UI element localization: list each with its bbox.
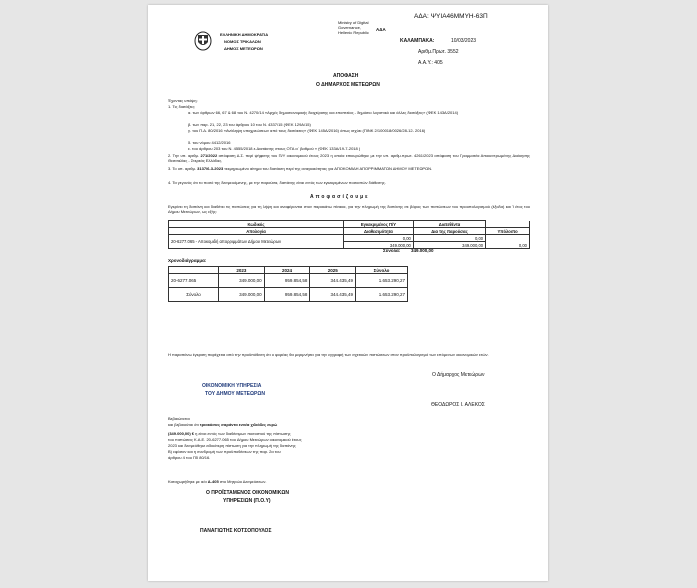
schedule-header: 2023 — [219, 267, 265, 274]
budget-total-label: Σύνολα: — [383, 248, 401, 253]
item-1a: α. των άρθρων 66, 67 & 68 του Ν. 4270/14 «Αρχές δημοσιονομικής διαχείρισης και εποπτείας - δημόσιο λογιστικό και άλλες διατάξεις» (ΦΕΚ 143Α/2014) — [188, 110, 459, 115]
location-label: ΚΑΛΑΜΠΑΚΑ: — [400, 38, 435, 44]
ada-small: ΑΔΑ — [376, 27, 386, 32]
budget-header-code: Κωδικός — [169, 221, 344, 228]
document-page — [148, 5, 548, 581]
cert-line-2: (349.000,00) € η είναι εντός των διαθέσιμων ποσοστού της πίστωσης — [168, 431, 291, 436]
budget-sub-0: Απολογία — [169, 228, 344, 235]
budget-row-code: 20-6277.065 - Αποκομιδή απορριμμάτων Δήμου Μετεώρων — [169, 235, 344, 249]
budget-sub-1: Διαθεσιμότητα — [344, 228, 414, 235]
budget-cell: 349.000,00 — [413, 242, 485, 249]
budget-header-approved: Εγκεκριμένος Π/Υ — [344, 221, 414, 228]
item-4: 4. Τα γεγονός ότι το ποσό της δεσμευόμενης, με την παρούσα, δαπάνης είναι εντός των εγκεκριμένων ποσοστών διάθεσης. — [168, 180, 386, 185]
mayor-signature-label: Ο Δήμαρχος Μετεώρων — [432, 372, 485, 378]
budget-header-blank — [486, 221, 530, 228]
schedule-cell: Σύνολο — [169, 288, 219, 302]
ada-code: ΑΔΑ: ΨΥΙΑ46ΜΜΥΗ-63Π — [414, 13, 488, 20]
cert-line-6: άρθρου 4 του Πδ 80/16. — [168, 455, 211, 460]
schedule-header: 2024 — [264, 267, 310, 274]
schedule-cell: 1.653.290,27 — [356, 274, 408, 288]
head-finance-line2: ΥΠΗΡΕΣΙΩΝ (Π.Ο.Υ) — [223, 498, 271, 504]
cert-line-1: και βεβαιούται ότι τριακόσιες σαράντα εννέα χιλιάδες ευρώ — [168, 422, 278, 427]
having-regard: Έχοντας υπόψη: — [168, 98, 198, 103]
greek-emblem-icon — [194, 31, 212, 51]
head-finance-line1: Ο ΠΡΟΪΣΤΑΜΕΝΟΣ ΟΙΚΟΝΟΜΙΚΩΝ — [206, 490, 290, 496]
budget-sub-3: Υπόλοιπο — [486, 228, 530, 235]
item-1d: δ. του νόμου 4412/2016 — [188, 140, 231, 145]
schedule-cell: 959.854,58 — [264, 288, 310, 302]
mayor-name: ΘΕΟΔΩΡΟΣ Ι. ΑΛΕΚΟΣ — [431, 402, 485, 408]
schedule-header: 2025 — [310, 267, 356, 274]
cert-line-5: Β) εφόσον και η συνδρομή των προϋποθέσεων της παρ. 2α του — [168, 449, 281, 454]
municipality-label: ΔΗΜΟΣ ΜΕΤΕΩΡΩΝ — [224, 46, 263, 51]
cert-line-4: 2023 και δεσμεύθηκε ειδικότερη πίστωση για την πληρωμή της δαπάνης — [168, 443, 296, 448]
item-1: 1. Τις διατάξεις: — [168, 104, 196, 109]
budget-sub-2: Δια της παρούσας — [413, 228, 485, 235]
schedule-header: Σύνολο — [356, 267, 408, 274]
schedule-cell: 1.653.290,27 — [356, 288, 408, 302]
item-1c: γ. του Π.Δ. 80/2016 «Ανάληψη υποχρεώσεων από τους διατάκτες» (ΦΕΚ 145Α/2016) όπως ισχύει (ΠΙΝΚ 2/100018/0026/28-12- 2016) — [188, 128, 426, 133]
cert-label: Βεβαιώνεται — [168, 416, 190, 421]
ministry-line3: Hellenic Republic — [338, 30, 369, 35]
item-3: 3. Το υπ. αριθμ. 3137/6-3-2023 τεκμηριωμένο αίτημα του διατάκτη περί της αναγκαιότητας για ΑΠΟΚΟΜΙΔΗ ΑΠΟΡΡΙΜΜΑΤΩΝ ΔΗΜΟΥ ΜΕΤΕΩΡΩΝ. — [168, 166, 433, 171]
ministry-line1: Ministry of Digital — [338, 20, 369, 25]
schedule-cell: 959.854,58 — [264, 274, 310, 288]
mayor-title: Ο ΔΗΜΑΡΧΟΣ ΜΕΤΕΩΡΩΝ — [316, 82, 380, 88]
cert-line-3: του πιστώσεις Κ.Α.Ε. 20-6277.065 του Δήμου Μετεώρων οικονομικού έτους — [168, 437, 302, 442]
table-row — [169, 274, 408, 288]
budget-total-value: 349.000,00 — [411, 248, 434, 253]
budget-cell: 0,00 — [486, 235, 530, 249]
decides-text: Εγκρίνει τη δαπάνη και διαθέτει τις πιστώσεις για τη λήψη και αναφέρονται στον παρακάτω πίνακα, για την πληρωμή της δαπάνης σε βάρος των πιστώσεων του προυπολογισμού (έξοδα) και Ί έτος του Δήμου Μετεώρων, ως εξής: — [168, 204, 530, 214]
schedule-label: Χρονοδιάγραμμα: — [168, 258, 207, 263]
budget-cell: 0,00 — [344, 235, 414, 242]
schedule-table — [168, 266, 408, 302]
budget-header-allocated: Διατεθέντα — [413, 221, 485, 228]
aay-number: Α.Α.Υ.: 405 — [418, 60, 443, 66]
item-1b: β. των παρ. 21, 22, 23 του άρθρου 10 του Ν. 4337/15 (ΦΕΚ 129Α/15) — [188, 122, 311, 127]
document-date: 10/03/2023 — [451, 38, 477, 44]
item-1e: ε. του άρθρου 203 του Ν. 4555/2018 ε.Διατάκτης στους ΟΤΑ α΄ βαθμού » (ΦΕΚ 133Α/19-7-2018 ) — [188, 146, 361, 151]
schedule-cell: 20-6277.065 — [169, 274, 219, 288]
schedule-cell: 349.000,00 — [219, 274, 265, 288]
item-2: 2. Την υπ. αριθμ. 271/2022 απόφαση Δ.Σ. περί ψήφισης του Π/Υ οικονομικού έτους 2023 η οποία επικυρώθηκε με την υπ. αριθμ.πρωτ. 4261/2023 απόφαση του Γραμματέα Αποκεντρωμένης Διοίκησης Θεσσαλίας - Στερεάς Ελλάδας. — [168, 153, 530, 163]
remark-text: Η παραπάνω έγκριση παρέχεται από την προϋπόθεση ότι ο φορέας θα μεριμνήσει για την εγγραφή των σχετικών πιστώσεων στον προϋπολογισμό των επόμενων οικονομικών ετών. — [168, 352, 489, 357]
ministry-line2: Governance, — [338, 25, 361, 30]
head-finance-name: ΠΑΝΑΓΙΩΤΗΣ ΚΟΤΣΟΠΟΥΛΟΣ — [200, 528, 272, 534]
prefecture-label: ΝΟΜΟΣ ΤΡΙΚΑΛΩΝ — [224, 39, 261, 44]
schedule-header — [169, 267, 219, 274]
table-row — [169, 235, 530, 242]
decides-heading: Α π ο φ α σ ί ζ ο υ μ ε — [310, 194, 368, 200]
schedule-cell: 344.435,49 — [310, 288, 356, 302]
schedule-cell: 349.000,00 — [219, 288, 265, 302]
budget-table — [168, 220, 530, 249]
registration-line: Καταχωρήθηκε με α/α Α-405 στο Μητρώο Δεσμεύσεων. — [168, 479, 267, 484]
finance-dept-line2: ΤΟΥ ΔΗΜΟΥ ΜΕΤΕΩΡΩΝ — [205, 391, 265, 397]
republic-label: ΕΛΛΗΝΙΚΗ ΔΗΜΟΚΡΑΤΙΑ — [220, 32, 269, 37]
protocol-number: Αριθμ.Πρωτ. 3552 — [418, 49, 459, 55]
budget-cell: 349.000,00 — [344, 242, 414, 249]
budget-cell: 0,00 — [413, 235, 485, 242]
decision-title: ΑΠΟΦΑΣΗ — [333, 73, 359, 79]
finance-dept-line1: ΟΙΚΟΝΟΜΙΚΗ ΥΠΗΡΕΣΙΑ — [202, 383, 262, 389]
schedule-cell: 344.435,49 — [310, 274, 356, 288]
table-row — [169, 288, 408, 302]
